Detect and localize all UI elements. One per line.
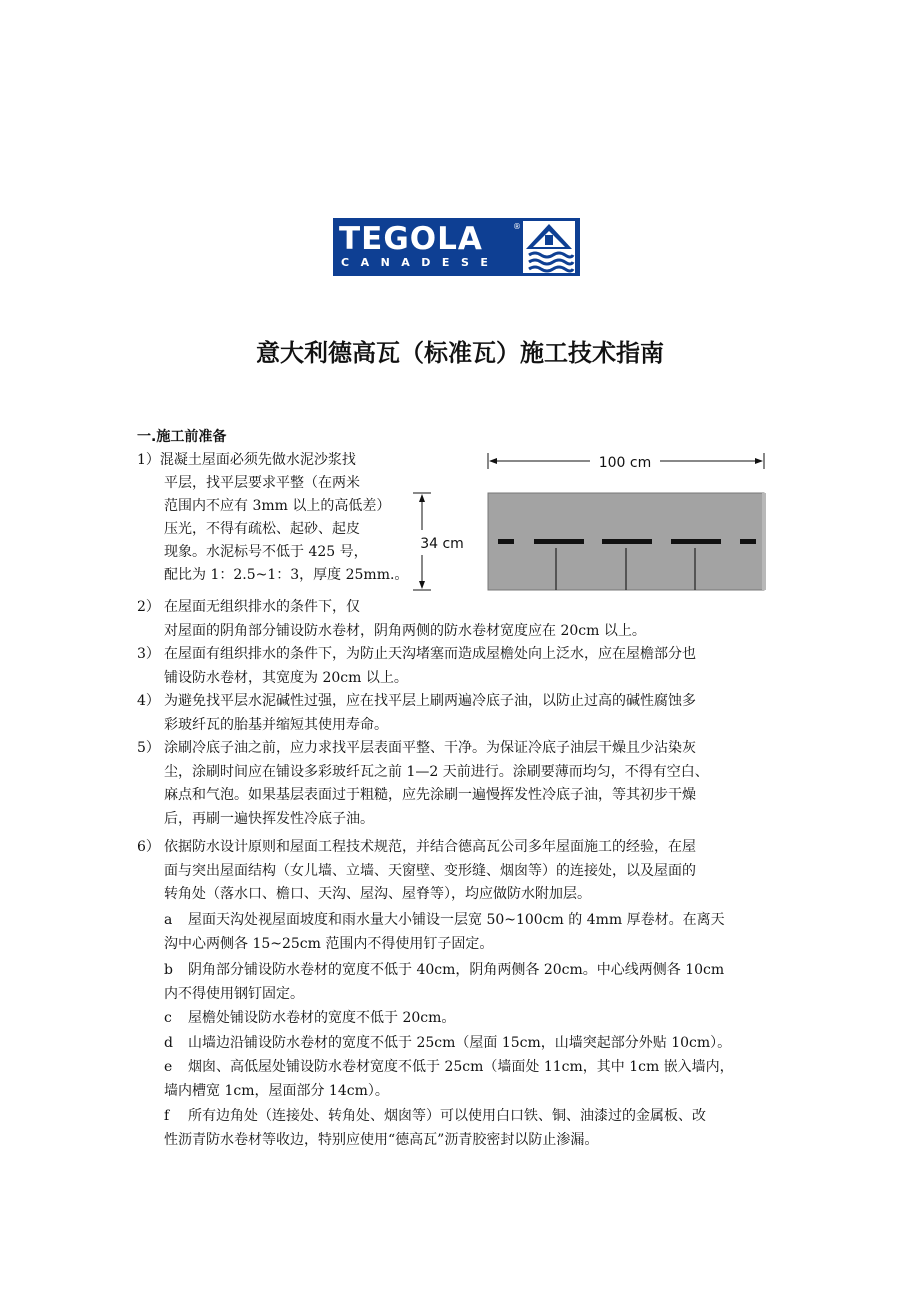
sub-item-label: c	[164, 1010, 172, 1026]
shingle-diagram	[410, 445, 790, 605]
item-4-line: 为避免找平层水泥碱性过强，应在找平层上刷两遍冷底子油，以防止过高的碱性腐蚀多	[164, 693, 696, 709]
adhesive-strip	[740, 539, 756, 544]
sub-item-line: 墙内槽宽 1cm，屋面部分 14cm）。	[164, 1082, 389, 1099]
item-4-text	[164, 690, 696, 737]
item-1-line-1: 1）混凝土屋面必须先做水泥沙浆找	[137, 452, 356, 468]
tegola-logo	[333, 218, 580, 276]
logo-sub: CANADESE	[341, 256, 500, 269]
item-5-text	[164, 737, 709, 831]
height-label: 34 cm	[420, 536, 464, 552]
sub-item-label: b	[164, 962, 173, 978]
item-5-line: 尘，涂刷时间应在铺设多彩玻纤瓦之前 1—2 天前进行。涂刷要薄而均匀，不得有空白、	[164, 763, 709, 780]
item-1-line-4: 压光，不得有疏松、起砂、起皮	[164, 521, 360, 537]
item-6-number: 6）	[137, 839, 160, 855]
shingle-edge	[762, 493, 766, 590]
section-heading: 一.施工前准备	[137, 429, 227, 445]
item-2-line: 在屋面无组织排水的条件下，仅	[164, 599, 360, 615]
logo-registered-mark: ®	[513, 222, 521, 231]
item-5-line: 涂刷冷底子油之前，应力求找平层表面平整、干净。为保证冷底子油层干燥且少沾染灰	[164, 740, 696, 756]
item-2-number: 2）	[137, 599, 160, 615]
item-5-line: 后，再刷一遍快挥发性冷底子油。	[164, 810, 374, 827]
adhesive-strip	[534, 539, 584, 544]
item-6-line: 转角处（落水口、檐口、天沟、屋沟、屋脊等），均应做防水附加层。	[164, 886, 591, 902]
sub-item-line: 内不得使用钢钉固定。	[164, 985, 304, 1002]
item-3-line: 铺设防水卷材，其宽度为 20cm 以上。	[164, 669, 408, 686]
item-5-line: 麻点和气泡。如果基层表面过于粗糙，应先涂刷一遍慢挥发性冷底子油，等其初步干燥	[164, 787, 696, 803]
item-3-line: 在屋面有组织排水的条件下，为防止天沟堵塞而造成屋檐处向上泛水，应在屋檐部分也	[164, 646, 696, 662]
item-3-text	[164, 643, 696, 690]
logo-brand: TEGOLA	[339, 221, 483, 257]
item-2-text	[164, 596, 646, 643]
sub-item-e: e 烟囱、高低屋处铺设防水卷材宽度不低于 25cm（墙面处 11cm，其中 1cm 嵌入墙内， 墙内槽宽 1cm，屋面部分 14cm）。	[164, 1056, 734, 1103]
item-1-line-6: 配比为 1：2.5~1：3，厚度 25mm.。	[164, 567, 409, 583]
item-4-line: 彩玻纤瓦的胎基并缩短其使用寿命。	[164, 716, 388, 733]
sub-item-line: 性沥青防水卷材等收边，特别应使用“德高瓦”沥青胶密封以防止渗漏。	[164, 1131, 599, 1148]
page-title: 意大利德高瓦（标准瓦）施工技术指南	[256, 339, 664, 367]
adhesive-strip	[498, 539, 514, 544]
width-label: 100 cm	[598, 455, 652, 471]
item-6-line: 面与突出屋面结构（女儿墙、立墙、天窗壁、变形缝、烟囱等）的连接处，以及屋面的	[164, 862, 696, 879]
adhesive-strip	[671, 539, 721, 544]
height-arrow-bottom	[419, 581, 425, 589]
width-arrow-left	[489, 458, 497, 464]
height-arrow-top	[419, 494, 425, 502]
item-5-number: 5）	[137, 740, 160, 756]
item-6-line: 依据防水设计原则和屋面工程技术规范，并结合德高瓦公司多年屋面施工的经验，在屋	[164, 839, 696, 855]
item-2-line: 对屋面的阴角部分铺设防水卷材，阴角两侧的防水卷材宽度应在 20cm 以上。	[164, 622, 646, 639]
item-1-line-3: 范围内不应有 3mm 以上的高低差）	[164, 498, 391, 514]
item-1	[137, 449, 427, 587]
sub-item-c: c 屋檐处铺设防水卷材的宽度不低于 20cm。	[164, 1007, 455, 1031]
sub-item-d: d 山墙边沿铺设防水卷材的宽度不低于 25cm（屋面 15cm，山墙突起部分外贴 10cm）。	[164, 1032, 731, 1056]
item-4-number: 4）	[137, 693, 160, 709]
sub-item-label: a	[164, 912, 173, 928]
sub-item-label: d	[164, 1035, 173, 1051]
sub-item-line: 沟中心两侧各 15~25cm 范围内不得使用钉子固定。	[164, 935, 494, 952]
item-3-number: 3）	[137, 646, 160, 662]
item-1-line-2: 平层，找平层要求平整（在两米	[164, 475, 360, 491]
item-6-text	[164, 836, 696, 907]
adhesive-strip	[602, 539, 652, 544]
sub-item-label: e	[164, 1059, 173, 1075]
sub-item-b: b 阴角部分铺设防水卷材的宽度不低于 40cm，阴角两侧各 20cm。中心线两侧各 10cm 内不得使用钢钉固定。	[164, 959, 724, 1006]
width-arrow-right	[755, 458, 763, 464]
sub-item-label: f	[164, 1108, 170, 1124]
logo-emblem-icon	[523, 221, 575, 273]
sub-item-a: a 屋面天沟处视屋面坡度和雨水量大小铺设一层宽 50~100cm 的 4mm 厚卷材。在离天 沟中心两侧各 15~25cm 范围内不得使用钉子固定。	[164, 909, 725, 956]
sub-item-f: f 所有边角处（连接处、转角处、烟囱等）可以使用白口铁、铜、油漆过的金属板、改 性沥青防水卷材等收边，特别应使用“德高瓦”沥青胶密封以防止渗漏。	[164, 1105, 706, 1152]
item-1-line-5: 现象。水泥标号不低于 425 号，	[164, 544, 368, 560]
